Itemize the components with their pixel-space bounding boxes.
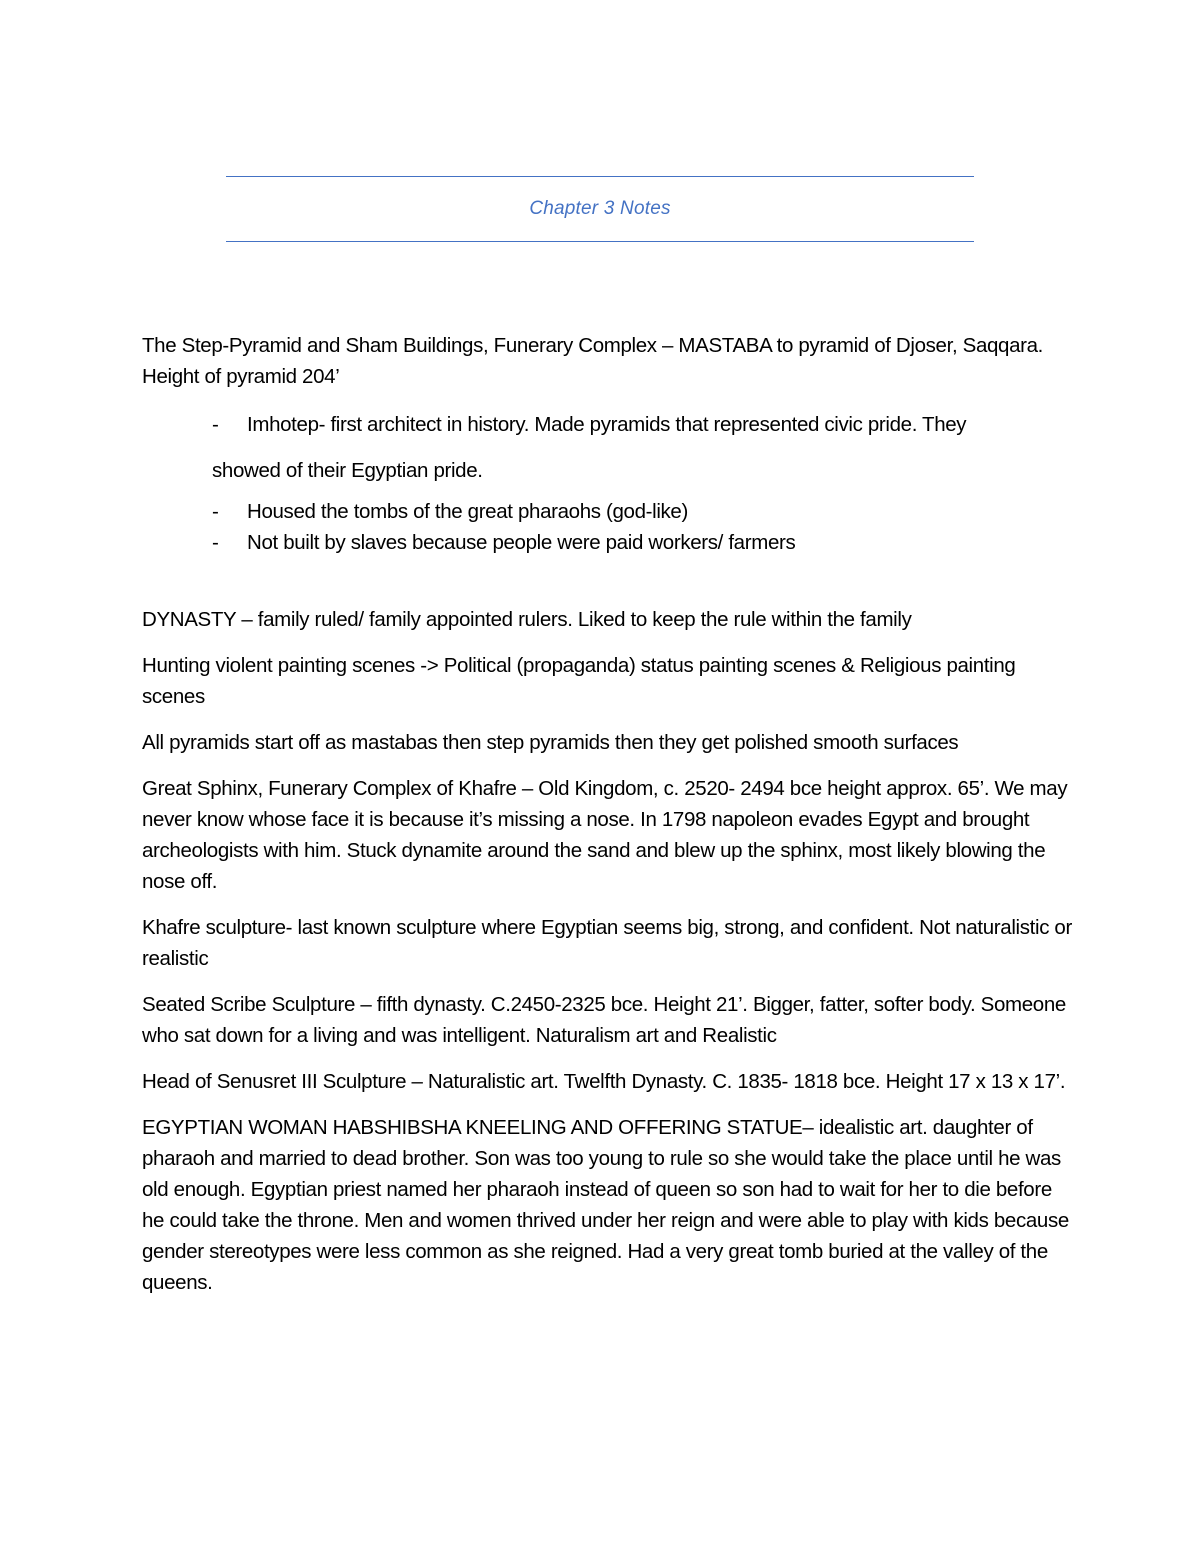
bullet-item — [142, 496, 1072, 527]
bullet-marker: - — [212, 500, 219, 523]
paragraph-seated-scribe: Seated Scribe Sculpture – fifth dynasty. C.2450-2325 bce. Height 21’. Bigger, fatter, softer body. Someone who sat down for a living and was intelligent. Naturalism art and Realistic — [142, 993, 1066, 1047]
bullet-text: Imhotep- first architect in history. Made pyramids that represented civic pride. They — [247, 413, 967, 436]
paragraph-great-sphinx: Great Sphinx, Funerary Complex of Khafre – Old Kingdom, c. 2520- 2494 bce height approx. 65’. We may never know whose face it is because it’s missing a nose. In 1798 napoleon evades Egypt and brought archeologists with him. Stuck dynamite around the sand and blew up the sphinx, most likely blowing the nose off. — [142, 777, 1068, 893]
bullet-item — [142, 527, 1072, 558]
paragraph-spacer — [142, 558, 1072, 604]
intro-paragraph: The Step-Pyramid and Sham Buildings, Funerary Complex – MASTABA to pyramid of Djoser, Saqqara. Height of pyramid 204’ — [142, 334, 1044, 388]
paragraph-dynasty: DYNASTY – family ruled/ family appointed rulers. Liked to keep the rule within the family — [142, 608, 912, 631]
bullet-marker: - — [212, 413, 219, 436]
document-body — [142, 330, 1072, 1313]
bullet-text: Housed the tombs of the great pharaohs (god-like) — [247, 500, 688, 523]
paragraph-pyramids: All pyramids start off as mastabas then step pyramids then they get polished smooth surfaces — [142, 731, 959, 754]
paragraph-khafre: Khafre sculpture- last known sculpture where Egyptian seems big, strong, and confident. Not naturalistic or realistic — [142, 916, 1072, 970]
bullet-item — [142, 402, 1072, 448]
header-rule-bottom — [226, 241, 974, 242]
paragraph-egyptian-woman: EGYPTIAN WOMAN HABSHIBSHA KNEELING AND OFFERING STATUE– idealistic art. daughter of pharaoh and married to dead brother. Son was too young to rule so she would take the place until he was old enough. Egyptian priest named her pharaoh instead of queen so son had to wait for her to die before he could take the throne. Men and women thrived under her reign and were able to play with kids because gender stereotypes were less common as she reigned. Had a very great tomb buried at the valley of the queens. — [142, 1116, 1069, 1294]
page-title: Chapter 3 Notes — [529, 198, 671, 219]
header-rule-top — [226, 176, 974, 177]
bullet-marker: - — [212, 531, 219, 554]
paragraph-senusret: Head of Senusret III Sculpture – Naturalistic art. Twelfth Dynasty. C. 1835- 1818 bce. Height 17 x 13 x 17’. — [142, 1070, 1066, 1093]
paragraph-painting-scenes: Hunting violent painting scenes -> Political (propaganda) status painting scenes & Religious painting scenes — [142, 654, 1016, 708]
bullet-continuation: showed of their Egyptian pride. — [212, 459, 483, 482]
bullet-text: Not built by slaves because people were paid workers/ farmers — [247, 531, 796, 554]
